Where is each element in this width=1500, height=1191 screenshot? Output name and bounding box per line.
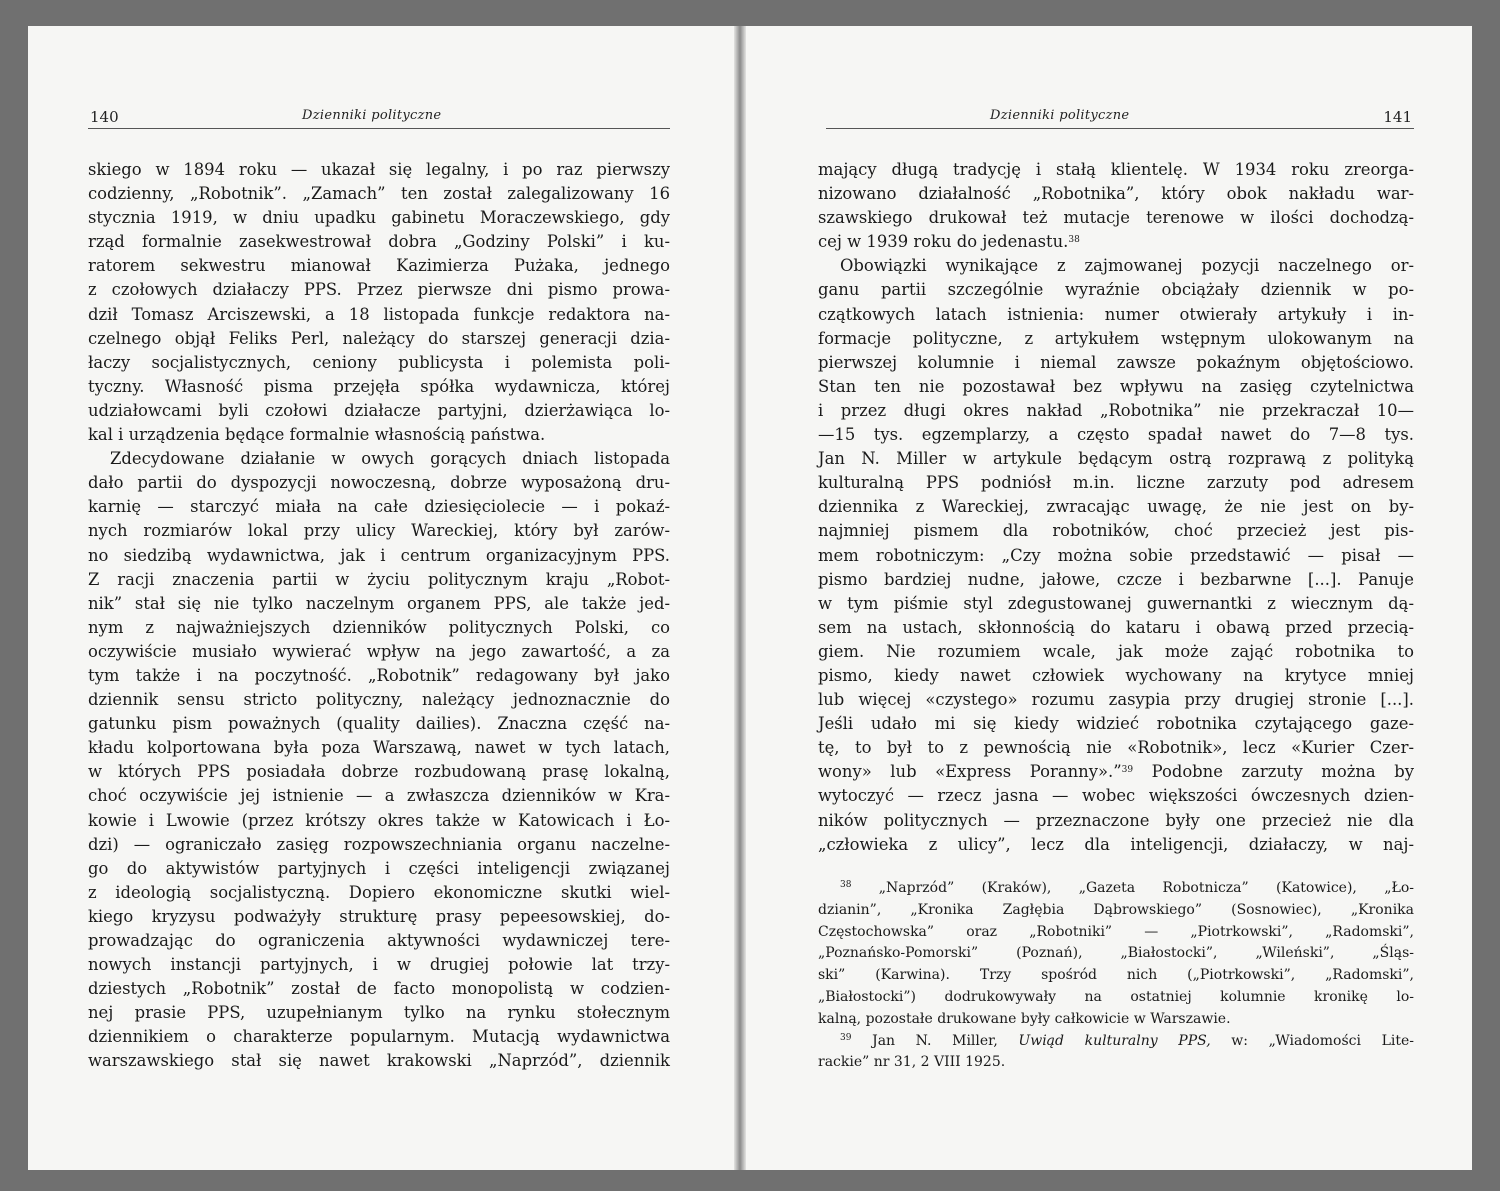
text-line: dziennikiem o charakterze popularnym. Mutacją wydawnictwa — [88, 1027, 670, 1047]
text-line: czątkowych latach istnienia: numer otwierały artykuły i in- — [818, 304, 1414, 324]
footnote-line: ski” (Karwina). Trzy spośród nich („Piotrkowski”, „Radomski”, — [818, 967, 1414, 984]
footnote-line: „Poznańsko-Pomorski” (Poznań), „Białostocki”, „Wileński”, „Śląs- — [818, 945, 1414, 962]
text-line: —15 tys. egzemplarzy, a często spadał nawet do 7—8 tys. — [818, 425, 1414, 445]
text-line: nizowano działalność „Robotnika”, który obok nakładu war- — [818, 184, 1414, 204]
text-line: Stan ten nie pozostawał bez wpływu na zasięg czytelnictwa — [818, 376, 1414, 396]
text-line: ganu partii szczególnie wyraźnie obciążały dziennik w po- — [818, 280, 1414, 300]
text-line: mem robotniczym: „Czy można sobie przedstawić — pisał — — [818, 545, 1414, 565]
text-line: skiego w 1894 roku — ukazał się legalny, i po raz pierwszy — [88, 160, 670, 179]
right-page — [766, 26, 1472, 1170]
text-line: Jan N. Miller w artykule będącym ostrą rozprawą z polityką — [818, 449, 1414, 469]
text-line: tyczny. Własność pisma przejęła spółka wydawnicza, której — [88, 376, 670, 396]
text-line: czelnego objął Feliks Perl, należący do starszej generacji dzia- — [88, 328, 670, 348]
text-line: nych rozmiarów lokal przy ulicy Wareckiej, który był zarów- — [88, 521, 670, 541]
footnote-line: rackie” nr 31, 2 VIII 1925. — [818, 1054, 1006, 1071]
footnotes — [818, 878, 1414, 1074]
text-line: dzi) — ograniczało zasięg rozpowszechniania organu naczelne- — [88, 834, 670, 854]
footnote-ref: 39 — [1121, 765, 1134, 776]
text-line — [818, 760, 1414, 784]
text-line: najmniej pismem dla robotników, choć przecież jest pis- — [818, 521, 1414, 541]
book-gutter — [734, 26, 746, 1170]
text-line: z ideologią socjalistyczną. Dopiero ekonomiczne skutki wiel- — [88, 882, 670, 902]
page-number: 140 — [90, 108, 119, 126]
footnote-line: Częstochowska” oraz „Robotniki” — „Piotrkowski”, „Radomski”, — [818, 923, 1414, 940]
left-page — [28, 26, 734, 1170]
footnote-line: dzianin”, „Kronika Zagłębia Dąbrowskiego” (Sosnowiec), „Kronika — [818, 901, 1414, 918]
footnote-line — [818, 1031, 1414, 1053]
text-line: choć oczywiście jej istnienie — a zwłaszcza dzienników w Kra- — [88, 786, 670, 806]
text-line: sem na ustach, skłonnością do kataru i obawą przed przecią- — [818, 617, 1414, 637]
text-line: formacje polityczne, z artykułem wstępnym ulokowanym na — [818, 328, 1414, 348]
text-line: kal i urządzenia będące formalnie własnością państwa. — [88, 425, 546, 445]
running-head — [88, 104, 670, 129]
footnote-line: „Białostocki”) dodrukowywały na ostatniej kolumnie kronikę lo- — [818, 988, 1414, 1005]
text-line: kiego kryzysu podważyły strukturę prasy pepeesowskiej, do- — [88, 906, 670, 926]
text-line: dził Tomasz Arciszewski, a 18 listopada funkcje redaktora na- — [88, 304, 670, 324]
text-line: Z racji znaczenia partii w życiu politycznym kraju „Robot- — [88, 569, 670, 589]
text-line: w których PPS posiadała dobrze rozbudowaną prasę lokalną, — [88, 762, 670, 782]
text-line: dziestych „Robotnik” został de facto monopolistą w codzien- — [88, 979, 670, 999]
body-text — [88, 158, 670, 1074]
footnote-run: w: „Wiadomości Lite- — [1210, 1032, 1414, 1049]
text-line: ratorem sekwestru mianował Kazimierza Pużaka, jednego — [88, 256, 670, 276]
text-line: wytoczyć — rzecz jasna — wobec większości ówczesnych dzien- — [818, 786, 1414, 806]
text-line: łaczy socjalistycznych, ceniony publicysta i polemista poli- — [88, 352, 670, 372]
text-line: tę, to był to z pewnością nie «Robotnik», lecz «Kurier Czer- — [818, 738, 1414, 758]
text-line: nowych instancji partyjnych, i w drugiej połowie lat trzy- — [88, 955, 670, 975]
text-line: warszawskiego stał się nawet krakowski „Naprzód”, dziennik — [88, 1051, 670, 1071]
footnote-line: kalną, pozostałe drukowane były całkowicie w Warszawie. — [818, 1010, 1231, 1027]
text-line: stycznia 1919, w dniu upadku gabinetu Moraczewskiego, gdy — [88, 208, 670, 228]
text-line: no siedzibą wydawnictwa, jak i centrum organizacyjnym PPS. — [88, 545, 670, 565]
text-line: giem. Nie rozumiem wcale, jak może zająć robotnika to — [818, 641, 1414, 661]
text-line: w tym piśmie styl zdegustowanej guwernantki z wiecznym dą- — [818, 593, 1414, 613]
text-line: ników politycznych — przeznaczone były one przecież nie dla — [818, 810, 1414, 830]
text-line: kowie i Lwowie (przez krótszy okres także w Katowicach i Ło- — [88, 810, 670, 830]
text-line: Jeśli udało mi się kiedy widzieć robotnika czytającego gaze- — [818, 714, 1414, 734]
footnote-ref: 38 — [1068, 235, 1080, 246]
text-line: kulturalną PPS podniósł m.in. liczne zarzuty pod adresem — [818, 473, 1414, 493]
text-line: pismo bardziej nudne, jałowe, czcze i bezbarwne [...]. Panuje — [818, 569, 1414, 589]
text-line: pismo, kiedy nawet człowiek wychowany na krytyce mniej — [818, 665, 1414, 685]
text-line: mający długą tradycję i stałą klientelę. W 1934 roku zreorga- — [818, 160, 1414, 179]
text-line: lub więcej «czystego» rozumu zasypia przy drugiej stronie [...]. — [818, 690, 1414, 710]
text-line: dało partii do dyspozycji nowoczesną, dobrze wyposażoną dru- — [88, 473, 670, 493]
footnote-run: Jan N. Miller, — [851, 1032, 1019, 1049]
text-line: Zdecydowane działanie w owych gorących dniach listopada — [110, 449, 670, 469]
text-line: pierwszej kolumnie i niemal zawsze pokaźnym objętościowo. — [818, 352, 1414, 372]
text-run: Podobne zarzuty można by — [1133, 762, 1414, 782]
running-head-title: Dzienniki polityczne — [302, 108, 442, 123]
text-line: szawskiego drukował też mutacje terenowe w ilości dochodzą- — [818, 208, 1414, 228]
text-line: go do aktywistów partyjnych i części inteligencji związanej — [88, 858, 670, 878]
text-line: rząd formalnie zasekwestrował dobra „Godziny Polski” i ku- — [88, 232, 670, 252]
text-run: wony» lub «Express Poranny».” — [818, 762, 1122, 782]
book-spread — [28, 26, 1472, 1170]
footnote-mark: 39 — [840, 1032, 852, 1043]
footnote-mark: 38 — [840, 880, 852, 890]
text-line: dziennik sensu stricto polityczny, należący jednoznacznie do — [88, 690, 670, 710]
text-line: „człowieka z ulicy”, lecz dla inteligencji, działaczy, w naj- — [818, 834, 1414, 854]
text-line: nik” stał się nie tylko naczelnym organem PPS, ale także jed- — [88, 593, 670, 613]
text-line: nym z najważniejszych dzienników politycznych Polski, co — [88, 617, 670, 637]
text-line — [818, 230, 1414, 254]
text-line: dziennika z Wareckiej, zwracając uwagę, że nie jest on by- — [818, 497, 1414, 517]
text-line: karnię — starczyć miała na całe dziesięciolecie — i pokaź- — [88, 497, 670, 517]
body-text — [818, 158, 1414, 857]
text-run: cej w 1939 roku do jedenastu. — [818, 232, 1069, 252]
text-line: udziałowcami byli czołowi działacze partyjni, dzierżawiąca lo- — [88, 400, 670, 420]
text-line: nej prasie PPS, uzupełnianym tylko na rynku stołecznym — [88, 1003, 670, 1023]
text-line: codzienny, „Robotnik”. „Zamach” ten został zalegalizowany 16 — [88, 184, 670, 204]
footnote-line — [818, 878, 1414, 900]
text-line: prowadzając do ograniczenia aktywności wydawniczej tere- — [88, 931, 670, 950]
footnote-run: „Naprzód” (Kraków), „Gazeta Robotnicza” (Katowice), „Ło- — [851, 880, 1414, 896]
text-line: z czołowych działaczy PPS. Przez pierwsze dni pismo prowa- — [88, 280, 670, 300]
running-head — [826, 104, 1414, 129]
text-line: Obowiązki wynikające z zajmowanej pozycji naczelnego or- — [840, 256, 1414, 276]
text-line: kładu kolportowana była poza Warszawą, nawet w tych latach, — [88, 738, 670, 758]
text-line: i przez długi okres nakład „Robotnika” nie przekraczał 10— — [818, 400, 1414, 420]
text-line: tym także i na poczytność. „Robotnik” redagowany był jako — [88, 665, 670, 685]
text-line: gatunku pism poważnych (quality dailies). Znaczna część na- — [88, 714, 670, 734]
page-number: 141 — [1383, 108, 1412, 126]
footnote-title: Uwiąd kulturalny PPS, — [1018, 1032, 1211, 1049]
text-line: oczywiście musiało wywierać wpływ na jego zawartość, a za — [88, 641, 670, 661]
running-head-title: Dzienniki polityczne — [990, 108, 1130, 123]
